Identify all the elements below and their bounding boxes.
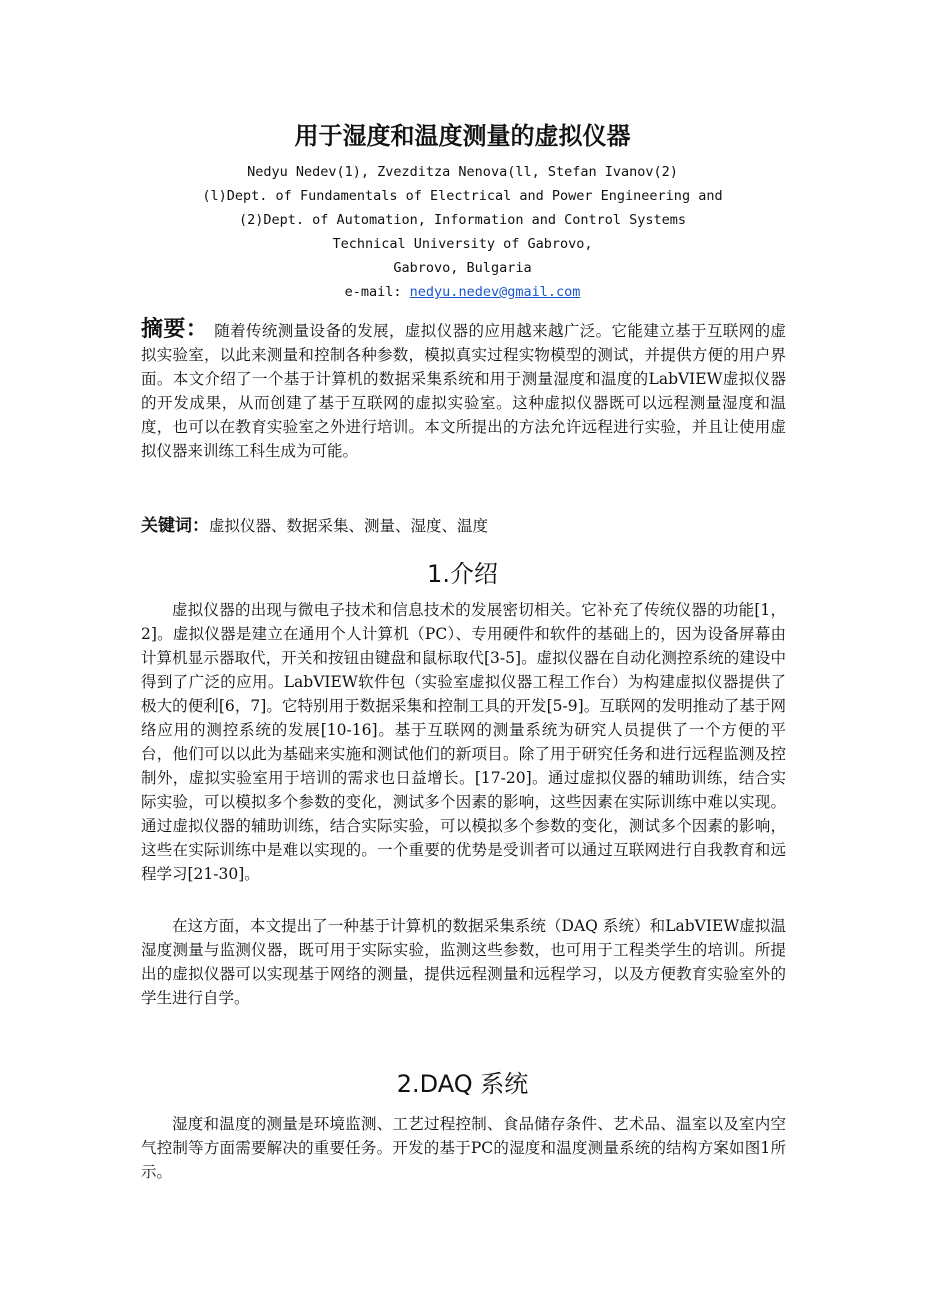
section-2-heading: 2.DAQ 系统: [396, 1070, 529, 1098]
section-1-heading: 1.介绍: [427, 560, 498, 588]
author-names: Nedyu Nedev(1), Zvezditza Nenova(ll, Stefan Ivanov(2): [247, 164, 678, 180]
section-2-paragraph-1: 湿度和温度的测量是环境监测、工艺过程控制、食品储存条件、艺术品、温室以及室内空气控制等方面需要解决的重要任务。开发的基于PC的湿度和温度测量系统的结构方案如图1所示。: [141, 1115, 786, 1181]
affiliation-2: (2)Dept. of Automation, Information and Control Systems: [238, 212, 687, 228]
keywords-label: 关键词：: [141, 516, 209, 536]
section-1-paragraph-2: 在这方面，本文提出了一种基于计算机的数据采集系统（DAQ 系统）和LabVIEW虚拟温湿度测量与监测仪器，既可用于实际实验，监测这些参数，也可用于工程类学生的培训。所提出的虚拟仪器可以实现基于网络的测量，提供远程测量和远程学习，以及方便教育实验室外的学生进行自学。: [141, 917, 786, 1007]
email-label: e-mail:: [344, 284, 410, 300]
section-1-paragraph-1: 虚拟仪器的出现与微电子技术和信息技术的发展密切相关。它补充了传统仪器的功能[1，2]。虚拟仪器是建立在通用个人计算机（PC）、专用硬件和软件的基础上的，因为设备屏幕由计算机显示器取代，开关和按钮由键盘和鼠标取代[3-5]。虚拟仪器在自动化测控系统的建设中得到了广泛的应用。LabVIEW软件包（实验室虚拟仪器工程工作台）为构建虚拟仪器提供了极大的便利[6，7]。它特别用于数据采集和控制工具的开发[5-9]。互联网的发明推动了基于网络应用的测控系统的发展[10-16]。基于互联网的测量系统为研究人员提供了一个方便的平台，他们可以以此为基础来实施和测试他们的新项目。除了用于研究任务和进行远程监测及控制外，虚拟实验室用于培训的需求也日益增长。[17-20]。通过虚拟仪器的辅助训练，结合实际实验，可以模拟多个参数的变化，测试多个因素的影响，这些因素在实际训练中难以实现。通过虚拟仪器的辅助训练，结合实际实验，可以模拟多个参数的变化，测试多个因素的影响，这些在实际训练中是难以实现的。一个重要的优势是受训者可以通过互联网进行自我教育和远程学习[21-30]。: [141, 601, 786, 883]
abstract-text: 随着传统测量设备的发展，虚拟仪器的应用越来越广泛。它能建立基于互联网的虚拟实验室，以此来测量和控制各种参数，模拟真实过程实物模型的测试，并提供方便的用户界面。本文介绍了一个基于计算机的数据采集系统和用于测量湿度和温度的LabVIEW虚拟仪器的开发成果，从而创建了基于互联网的虚拟实验室。这种虚拟仪器既可以远程测量湿度和温度，也可以在教育实验室之外进行培训。本文所提出的方法允许远程进行实验，并且让使用虚拟仪器来训练工科生成为可能。: [141, 322, 786, 460]
affiliation-1: (l)Dept. of Fundamentals of Electrical and Power Engineering and: [202, 188, 723, 204]
location: Gabrovo, Bulgaria: [393, 260, 532, 276]
email-link[interactable]: nedyu.nedev@gmail.com: [409, 284, 581, 300]
author-block: [0, 160, 925, 304]
abstract-label: 摘要：: [141, 317, 209, 342]
keywords-text: 虚拟仪器、数据采集、测量、湿度、温度: [209, 517, 489, 535]
email-line: [0, 280, 925, 304]
keywords: [141, 514, 786, 538]
abstract: [141, 318, 786, 463]
university: Technical University of Gabrovo,: [332, 236, 593, 252]
paper-title: 用于湿度和温度测量的虚拟仪器: [294, 122, 631, 150]
